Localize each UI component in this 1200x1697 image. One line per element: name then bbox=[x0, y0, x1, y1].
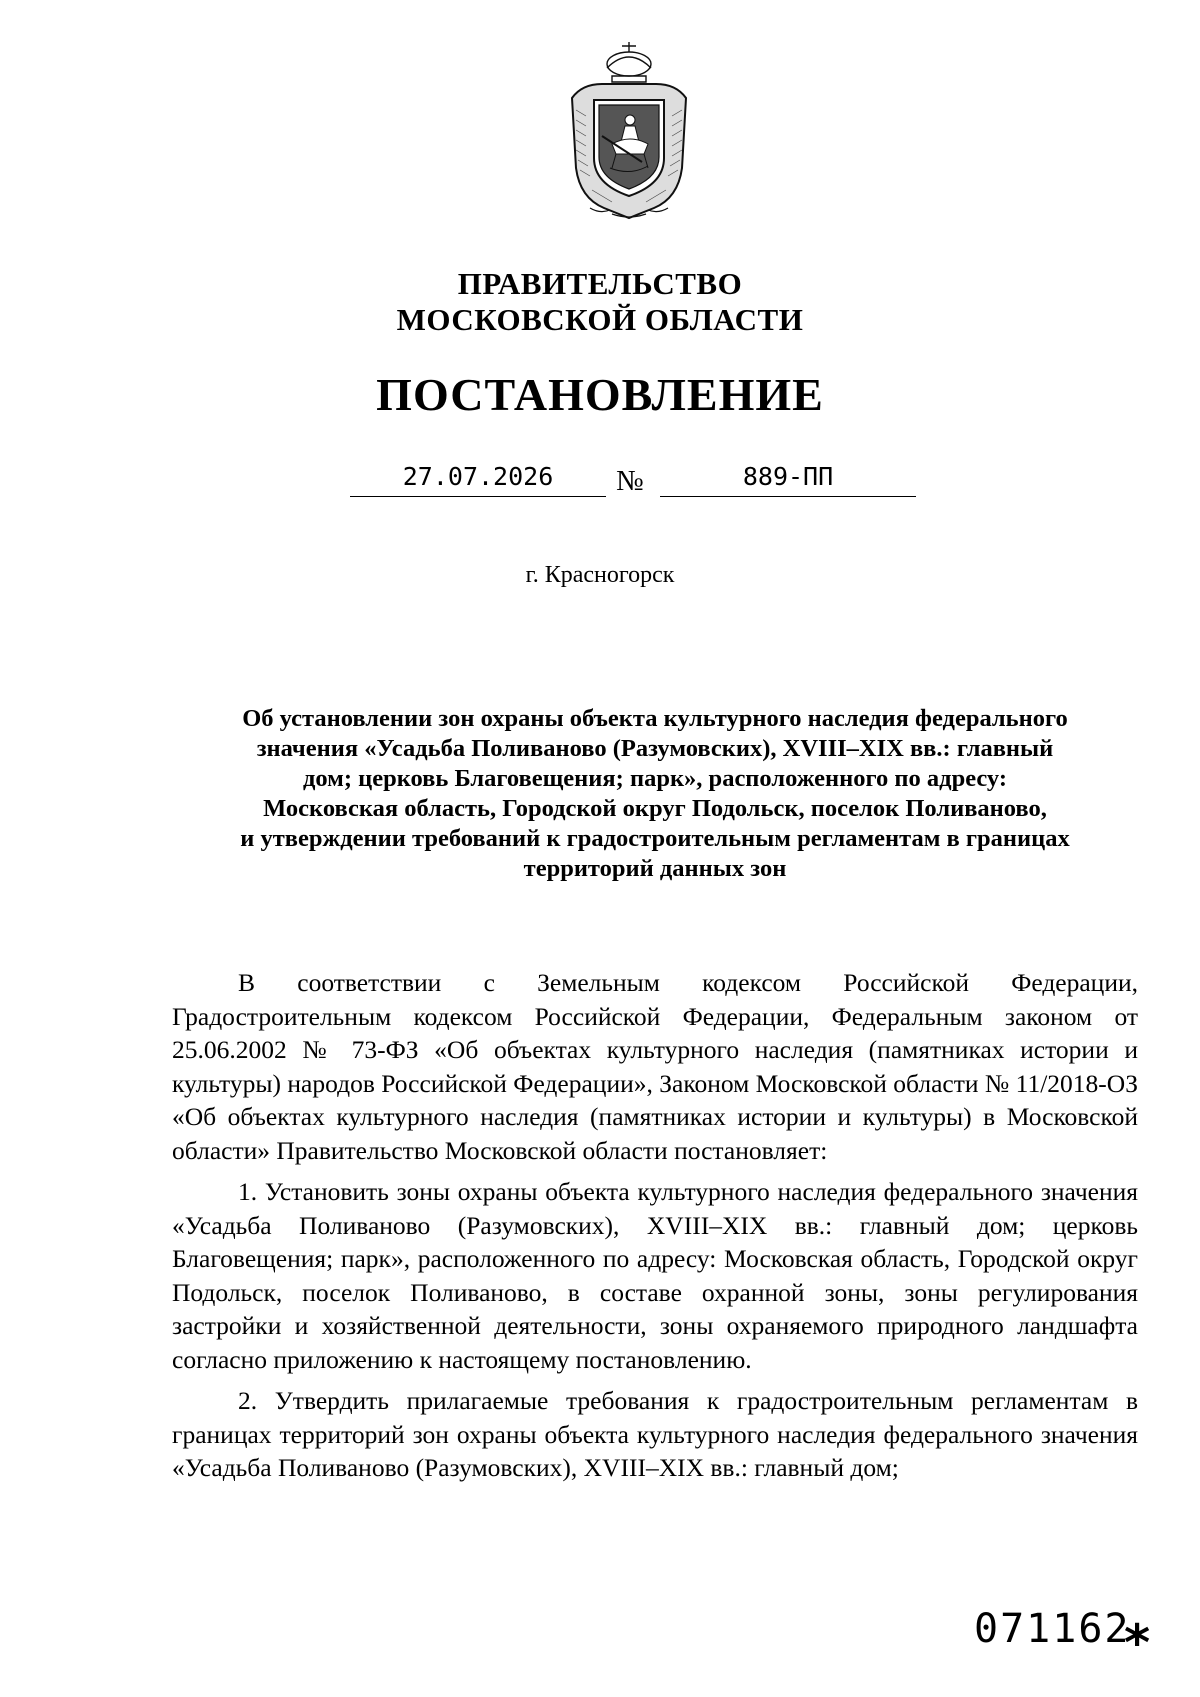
organization-name-line2: МОСКОВСКОЙ ОБЛАСТИ bbox=[396, 302, 804, 337]
title-line: значения «Усадьба Поливаново (Разумовских), XVIII–XIX вв.: главный bbox=[256, 735, 1054, 762]
preamble-paragraph: В соответствии с Земельным кодексом Российской Федерации, Градостроительным кодексом Российской Федерации, Федеральным законом от 25.06.2002 № 73-ФЗ «Об объектах культурного наследия (памятниках истории и культуры) народов Российской Федерации», Законом Московской области № 11/2018-ОЗ «Об объектах культурного наследия (памятниках истории и культуры) в Московской области» Правительство Московской области постановляет: bbox=[172, 968, 1138, 1165]
coat-of-arms-icon bbox=[562, 40, 696, 222]
title-line: Об установлении зон охраны объекта культурного наследия федерального bbox=[242, 705, 1068, 732]
title-line: дом; церковь Благовещения; парк», расположенного по адресу: bbox=[302, 765, 1008, 792]
number-sign: № bbox=[616, 465, 644, 497]
serial-number: 071162 bbox=[974, 1606, 1131, 1652]
item-1-paragraph: 1. Установить зоны охраны объекта культурного наследия федерального значения «Усадьба Поливаново (Разумовских), XVIII–XIX вв.: главный дом; церковь Благовещения; парк», расположенного по адресу: Московская область, Городской округ Подольск, поселок Поливаново, в составе охранной зоны, зоны регулирования застройки и хозяйственной деятельности, зоны охраняемого природного ландшафта согласно приложению к настоящему постановлению. bbox=[172, 1177, 1138, 1374]
title-line: Московская область, Городской округ Подольск, поселок Поливаново, bbox=[263, 795, 1047, 822]
document-body bbox=[172, 966, 1138, 1485]
document-type: ПОСТАНОВЛЕНИЕ bbox=[376, 369, 824, 420]
title-line: территорий данных зон bbox=[523, 855, 787, 882]
item-2-paragraph: 2. Утвердить прилагаемые требования к градостроительным регламентам в границах территорий зон охраны объекта культурного наследия федерального значения «Усадьба Поливаново (Разумовских), XVIII–XIX вв.: главный дом; bbox=[172, 1386, 1138, 1482]
organization-name-line1: ПРАВИТЕЛЬСТВО bbox=[457, 266, 743, 301]
document-date: 27.07.2026 bbox=[350, 458, 606, 497]
issue-city: г. Красногорск bbox=[525, 562, 675, 588]
document-title bbox=[165, 704, 1145, 884]
title-line: и утверждении требований к градостроительным регламентам в границах bbox=[240, 825, 1070, 852]
asterisk-mark: * bbox=[1124, 1614, 1151, 1672]
document-number: 889-ПП bbox=[660, 458, 916, 497]
